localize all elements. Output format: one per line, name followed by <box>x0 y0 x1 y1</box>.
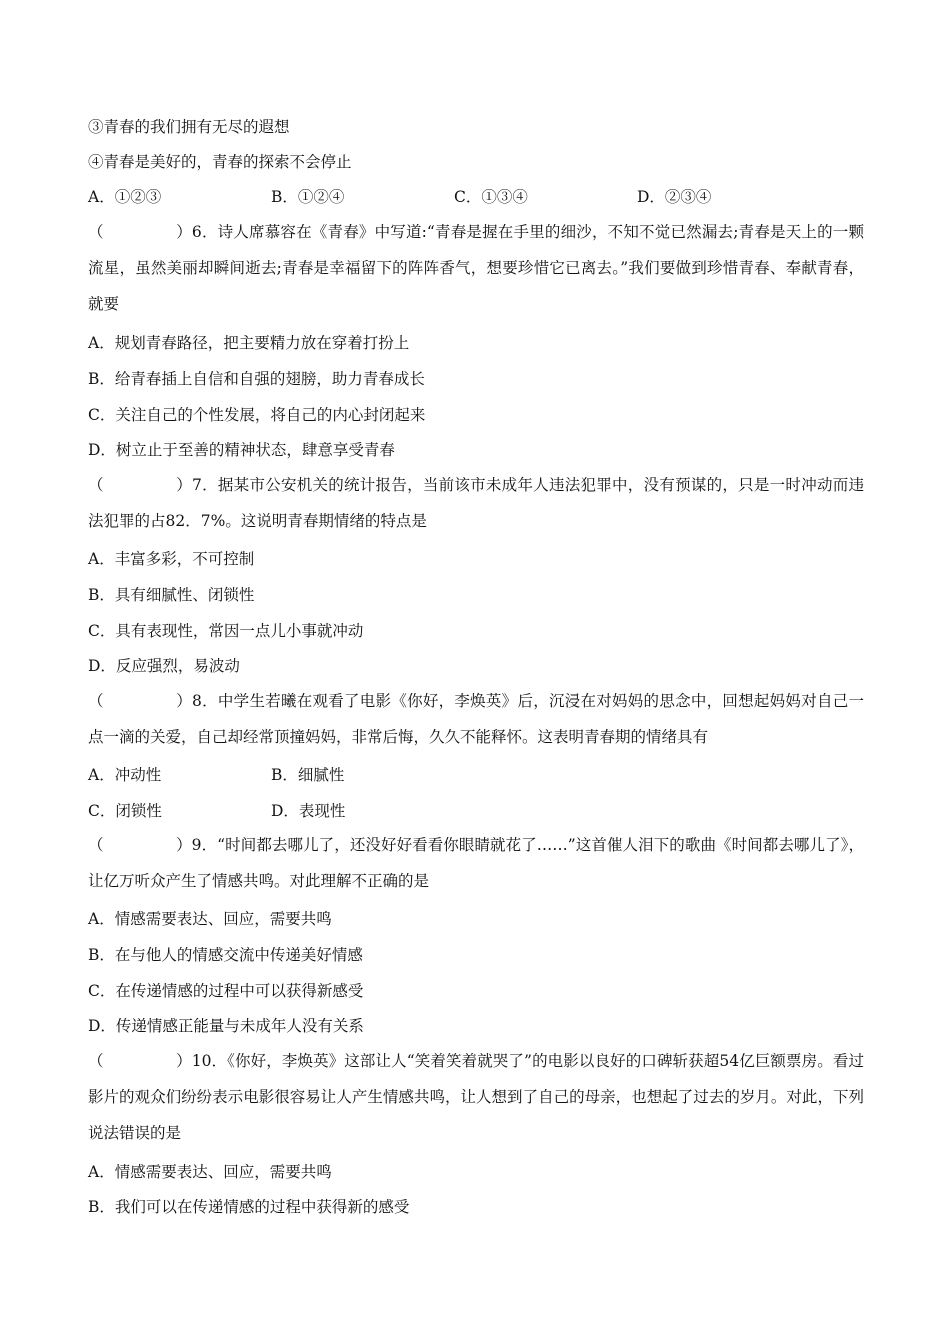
q8-options-row1 <box>88 766 864 784</box>
q10-stem <box>88 1043 864 1151</box>
q7-stem <box>88 467 864 539</box>
q10-text: ）10．《你好，李焕英》这部让人“笑着笑着就哭了”的电影以良好的口碑斩获超54亿巨额票房。看过影片的观众们纷纷表示电影很容易让人产生情感共鸣，让人想到了自己的母亲，也想起了过去的岁月。对此，下列说法错误的是 <box>88 1052 864 1142</box>
q6-option-b: B．给青春插上自信和自强的翅膀，助力青春成长 <box>88 370 425 388</box>
q8-options-row2 <box>88 802 864 820</box>
q9-option-d: D．传递情感正能量与未成年人没有关系 <box>88 1017 364 1035</box>
q5-option-b: B．①②④ <box>271 188 345 206</box>
q7-option-d: D．反应强烈，易波动 <box>88 657 240 675</box>
q7-option-c: C．具有表现性，常因一点儿小事就冲动 <box>88 622 364 640</box>
answer-blank: （ <box>88 1052 104 1070</box>
q9-stem <box>88 827 864 899</box>
q10-option-b: B．我们可以在传递情感的过程中获得新的感受 <box>88 1198 410 1216</box>
answer-blank: （ <box>88 223 104 241</box>
statement-4: ④青春是美好的，青春的探索不会停止 <box>88 153 352 171</box>
q10-option-a: A．情感需要表达、回应，需要共鸣 <box>88 1163 332 1181</box>
q6-option-d: D．树立止于至善的精神状态，肆意享受青春 <box>88 441 395 459</box>
q6-stem <box>88 214 864 322</box>
answer-blank: （ <box>88 476 104 494</box>
q5-options <box>88 188 864 206</box>
q6-text: ）6．诗人席慕容在《青春》中写道:“青春是握在手里的细沙，不知不觉已然漏去;青春是天上的一颗流星，虽然美丽却瞬间逝去;青春是幸福留下的阵阵香气，想要珍惜它已离去。”我们要做到珍惜青春、奉献青春，就要 <box>88 223 864 313</box>
answer-blank: （ <box>88 836 104 854</box>
q7-option-b: B．具有细腻性、闭锁性 <box>88 586 255 604</box>
q9-text: ）9．“时间都去哪儿了，还没好好看看你眼睛就花了……”这首催人泪下的歌曲《时间都去哪儿了》，让亿万听众产生了情感共鸣。对此理解不正确的是 <box>88 836 864 890</box>
q8-option-d: D．表现性 <box>271 802 346 820</box>
q5-option-a: A．①②③ <box>88 188 162 206</box>
q8-stem <box>88 683 864 755</box>
q6-option-c: C．关注自己的个性发展，将自己的内心封闭起来 <box>88 406 426 424</box>
answer-blank: （ <box>88 692 104 710</box>
q6-option-a: A．规划青春路径，把主要精力放在穿着打扮上 <box>88 334 410 352</box>
q9-option-a: A．情感需要表达、回应，需要共鸣 <box>88 910 332 928</box>
q7-text: ）7．据某市公安机关的统计报告，当前该市未成年人违法犯罪中，没有预谋的，只是一时冲动而违法犯罪的占82．7%。这说明青春期情绪的特点是 <box>88 476 864 530</box>
q8-option-b: B．细腻性 <box>271 766 345 784</box>
q9-option-b: B．在与他人的情感交流中传递美好情感 <box>88 946 363 964</box>
q7-option-a: A．丰富多彩，不可控制 <box>88 550 255 568</box>
q8-option-a: A．冲动性 <box>88 766 162 784</box>
q8-option-c: C．闭锁性 <box>88 802 162 820</box>
q9-option-c: C．在传递情感的过程中可以获得新感受 <box>88 982 364 1000</box>
q8-text: ）8．中学生若曦在观看了电影《你好，李焕英》后，沉浸在对妈妈的思念中，回想起妈妈对自己一点一滴的关爱，自己却经常顶撞妈妈，非常后悔，久久不能释怀。这表明青春期的情绪具有 <box>88 692 864 746</box>
statement-3: ③青春的我们拥有无尽的遐想 <box>88 118 290 136</box>
q5-option-d: D．②③④ <box>637 188 712 206</box>
q5-option-c: C．①③④ <box>454 188 528 206</box>
